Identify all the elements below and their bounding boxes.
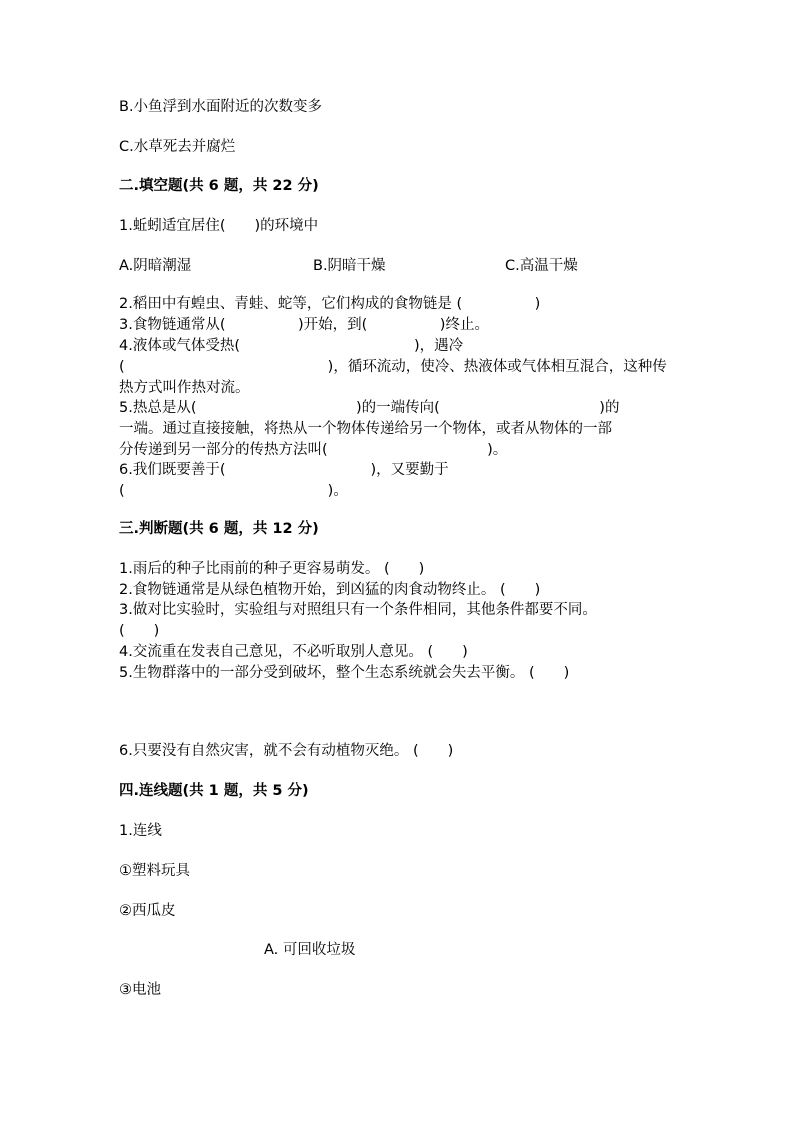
judge-q5: 5.生物群落中的一部分受到破坏，整个生态系统就会失去平衡。 ( )	[119, 665, 570, 681]
fill-q3: 3.食物链通常从( )开始，到( )终止。	[119, 317, 489, 333]
section-4-heading: 四.连线题(共 1 题，共 5 分)	[119, 783, 309, 799]
match-item-2: ②西瓜皮	[119, 903, 176, 919]
fill-q4-line1: 4.液体或气体受热( )，遇冷	[119, 338, 464, 354]
fill-q1-stem: 1.蚯蚓适宜居住( )的环境中	[119, 218, 319, 234]
judge-q6: 6.只要没有自然灾害，就不会有动植物灭绝。 ( )	[119, 743, 454, 759]
fill-q5-line3: 分传递到另一部分的传热方法叫( )。	[119, 442, 508, 458]
fill-q4-line2: ( )，循环流动，使冷、热液体或气体相互混合，这种传	[119, 359, 667, 375]
prev-option-c: C.水草死去并腐烂	[119, 139, 236, 155]
match-item-3: ③电池	[119, 982, 161, 998]
fill-q1-option-c: C.高温干燥	[505, 258, 578, 274]
judge-q3-line2: ( )	[119, 623, 160, 639]
fill-q1-option-b: B.阴暗干燥	[313, 258, 386, 274]
fill-q2: 2.稻田中有蝗虫、青蛙、蛇等，它们构成的食物链是 ( )	[119, 296, 541, 312]
fill-q5-line1: 5.热总是从( )的一端传向( )的	[119, 400, 620, 416]
match-q1-stem: 1.连线	[119, 823, 162, 839]
fill-q1-option-a: A.阴暗潮湿	[119, 258, 192, 274]
section-2-heading: 二.填空题(共 6 题，共 22 分)	[119, 178, 319, 194]
prev-option-b: B.小鱼浮到水面附近的次数变多	[119, 99, 323, 115]
fill-q6-line2: ( )。	[119, 483, 348, 499]
judge-q1: 1.雨后的种子比雨前的种子更容易萌发。 ( )	[119, 561, 425, 577]
fill-q6-line1: 6.我们既要善于( )，又要勤于	[119, 462, 449, 478]
section-3-heading: 三.判断题(共 6 题，共 12 分)	[119, 521, 319, 537]
judge-q3-line1: 3.做对比实验时，实验组与对照组只有一个条件相同，其他条件都要不同。	[119, 602, 597, 618]
match-category-a: A. 可回收垃圾	[264, 942, 356, 958]
fill-q4-line3: 热方式叫作热对流。	[119, 380, 250, 396]
fill-q5-line2: 一端。通过直接接触，将热从一个物体传递给另一个物体，或者从物体的一部	[119, 421, 612, 437]
judge-q2: 2.食物链通常是从绿色植物开始，到凶猛的肉食动物终止。 ( )	[119, 582, 541, 598]
match-item-1: ①塑料玩具	[119, 863, 190, 879]
judge-q4: 4.交流重在发表自己意见，不必听取别人意见。 ( )	[119, 644, 468, 660]
